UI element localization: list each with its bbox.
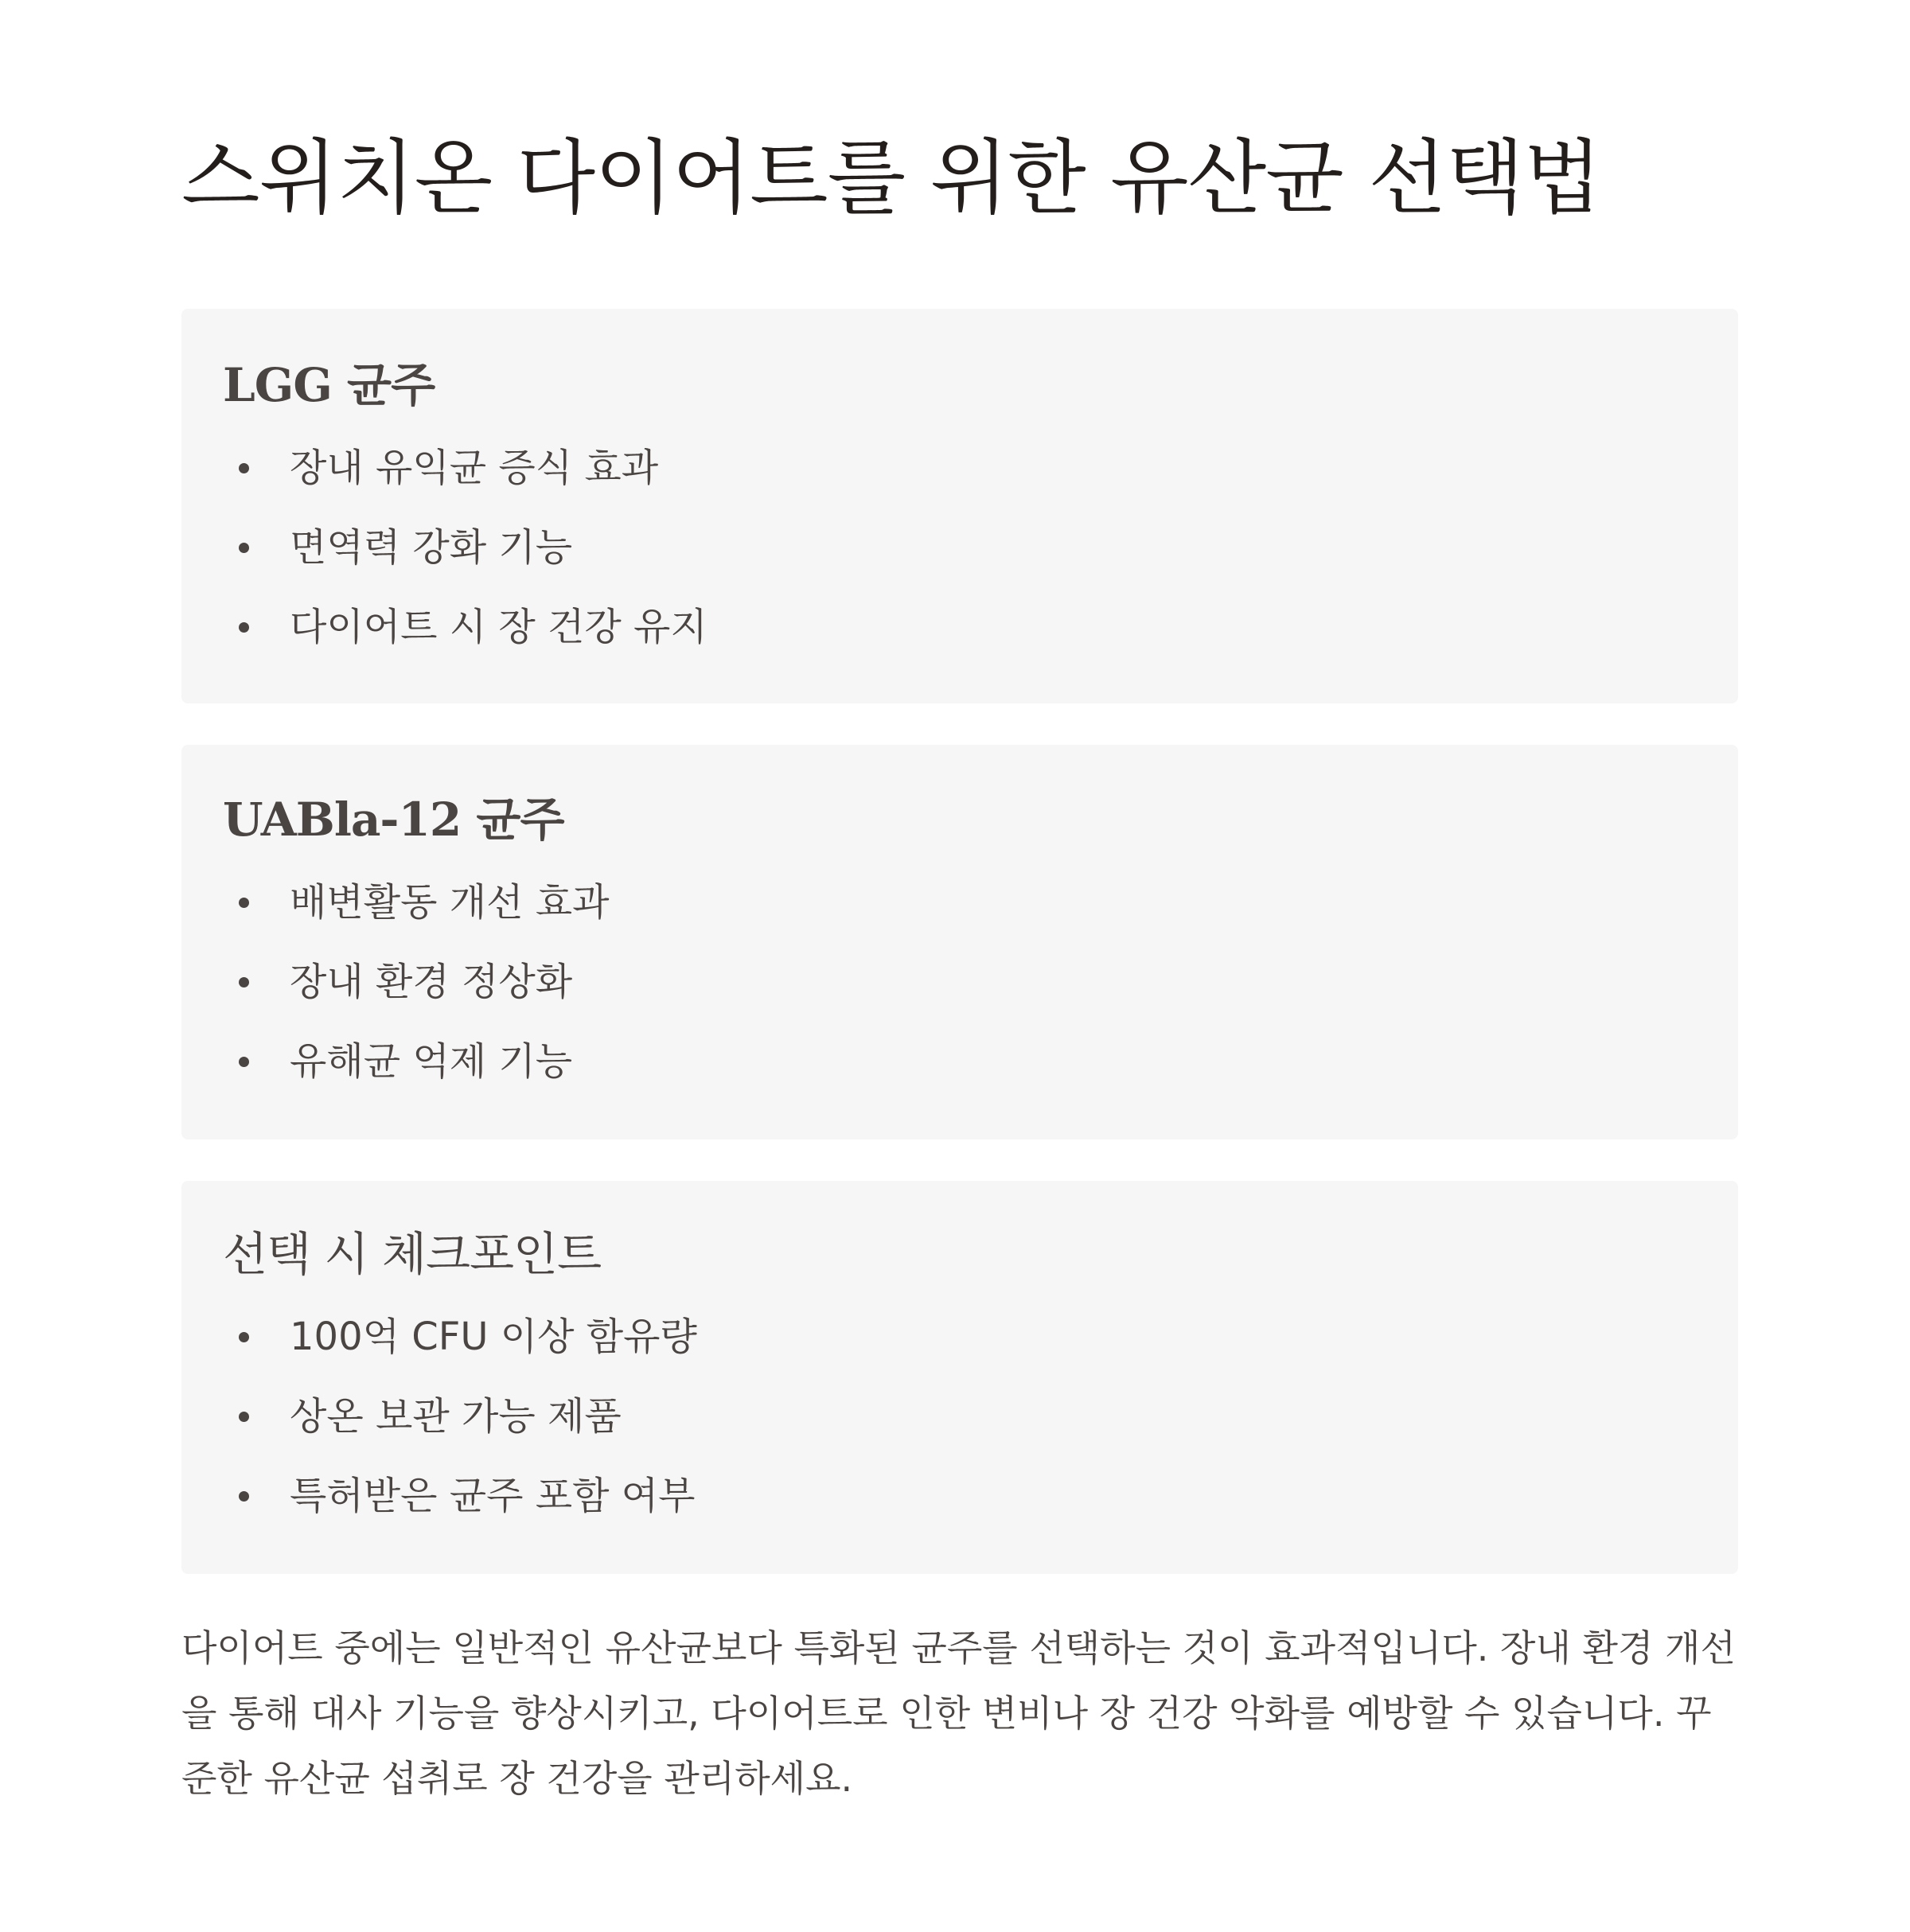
- bullet-dot: [239, 543, 249, 553]
- card-title-lgg: LGG 균주: [223, 358, 435, 412]
- bullet-dot: [239, 463, 249, 473]
- bullet-dot: [239, 1412, 249, 1422]
- bullet-dot: [239, 977, 249, 987]
- bullet-dot: [239, 898, 249, 908]
- card-title-uabla: UABla-12 균주: [223, 793, 564, 847]
- bullet-dot: [239, 1057, 249, 1067]
- bullet-dot: [239, 1491, 249, 1502]
- bullet-dot: [239, 1332, 249, 1342]
- page-title: 스위치온 다이어트를 위한 유산균 선택법: [181, 131, 1601, 226]
- card-title-checkpoints: 선택 시 체크포인트: [223, 1227, 602, 1281]
- summary-paragraph: 다이어트 중에는 일반적인 유산균보다 특화된 균주를 선택하는 것이 효과적입니다. 장내 환경 개선을 통해 대사 기능을 향상시키고, 다이어트로 인한 변비나 장 건강 악화를 예방할 수 있습니다. 꾸준한 유산균 섭취로 장 건강을 관리하세요.: [181, 1626, 1736, 1800]
- bullet-dot: [239, 622, 249, 633]
